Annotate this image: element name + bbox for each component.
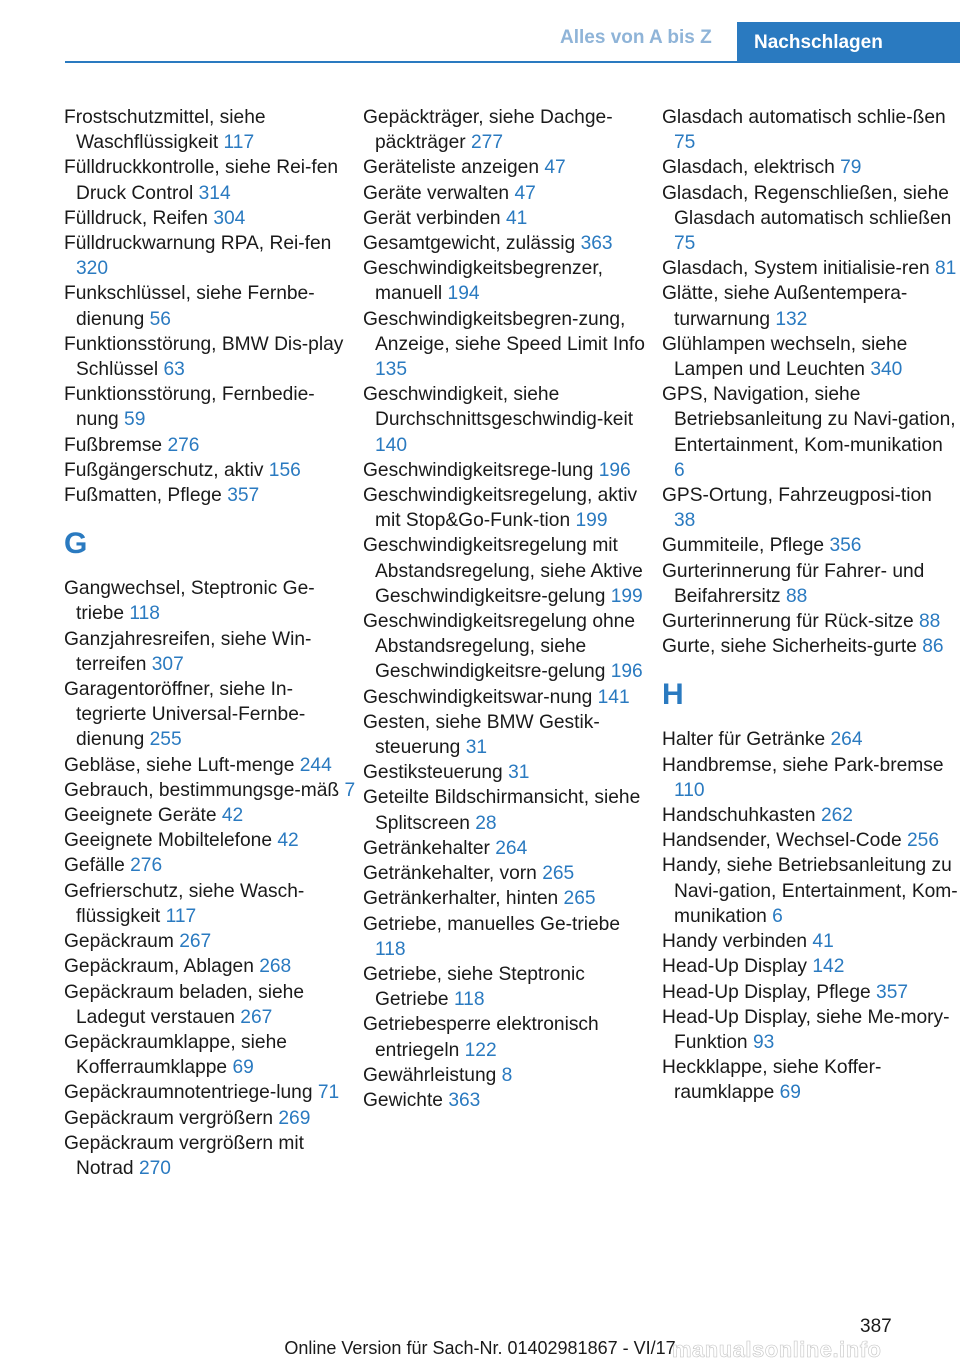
index-entry xyxy=(363,105,655,155)
index-entry xyxy=(64,483,356,508)
index-letter-heading: H xyxy=(662,678,684,712)
index-entry xyxy=(363,861,655,886)
index-entry xyxy=(64,206,356,231)
index-entry-text: Gummiteile, Pflege xyxy=(662,535,825,557)
index-entry xyxy=(662,954,958,979)
index-page-link[interactable]: 59 xyxy=(124,409,146,431)
index-entry xyxy=(64,576,356,626)
index-page-link[interactable]: 41 xyxy=(812,931,834,953)
index-page-link[interactable]: 314 xyxy=(198,182,231,204)
index-entry-text: Fülldruckkontrolle, siehe Rei-fen Druck Control xyxy=(64,157,339,204)
index-entry xyxy=(662,853,958,929)
index-page-link[interactable]: 42 xyxy=(221,805,244,827)
index-entry-text: Geschwindigkeitswar-nung xyxy=(363,686,593,708)
index-page-link[interactable]: 75 xyxy=(674,233,696,255)
index-page-link[interactable]: 363 xyxy=(580,233,613,255)
index-entry-text: Gurte, siehe Sicherheits-gurte xyxy=(662,636,917,658)
index-page-link[interactable]: 276 xyxy=(167,434,200,456)
index-page-link[interactable]: 357 xyxy=(227,485,260,507)
index-entry xyxy=(64,1080,356,1105)
index-page-link[interactable]: 122 xyxy=(464,1039,497,1061)
index-entry-text: Gesamtgewicht, zulässig xyxy=(363,233,576,255)
index-entry-text: Ganzjahresreifen, siehe Win-terreifen xyxy=(64,628,312,675)
index-entry-text: Gepäckraumnotentriege-lung xyxy=(64,1082,313,1104)
index-entry xyxy=(662,256,958,281)
index-entry xyxy=(64,105,356,155)
index-entry-text: Gurterinnerung für Rück-sitze xyxy=(662,611,914,633)
index-entry xyxy=(363,962,655,1012)
index-entry-text: Gepäckraum beladen, siehe Ladegut verstauen xyxy=(64,981,304,1028)
index-page-link[interactable]: 135 xyxy=(375,359,408,381)
index-entry-text: Geschwindigkeitsbegrenzer, manuell xyxy=(363,258,603,305)
index-page-link[interactable]: 31 xyxy=(508,762,530,784)
index-entry xyxy=(363,533,655,609)
index-entry-text: Funktionsstörung, Fernbedie-nung xyxy=(64,384,315,431)
index-entry-text: Geeignete Geräte xyxy=(64,805,217,827)
index-entry xyxy=(363,836,655,861)
index-page-link[interactable]: 118 xyxy=(375,938,406,960)
index-entry xyxy=(64,332,356,382)
index-page-link[interactable]: 265 xyxy=(542,863,575,885)
index-page-link[interactable]: 196 xyxy=(610,661,643,683)
index-entry-text: Gurterinnerung für Fahrer- und Beifahrersitz xyxy=(662,560,925,607)
index-entry-text: Geteilte Bildschirmansicht, siehe Splitscreen xyxy=(363,787,641,834)
index-entry-text: Fülldruck, Reifen xyxy=(64,207,208,229)
index-entry-text: Gefälle xyxy=(64,855,125,877)
index-page-link[interactable]: 31 xyxy=(465,737,488,759)
index-entry xyxy=(363,382,655,458)
index-entry xyxy=(662,980,958,1005)
index-entry-text: Glühlampen wechseln, siehe Lampen und Leuchten xyxy=(662,333,908,381)
index-entry-text: Gepäckraum xyxy=(64,931,174,953)
index-page-link[interactable]: 270 xyxy=(138,1157,171,1179)
index-entry-text: Glasdach, Regenschließen, siehe Glasdach automatisch schließen xyxy=(662,182,952,229)
index-entry-text: Gebläse, siehe Luft-menge xyxy=(64,754,295,776)
index-entry xyxy=(662,155,958,180)
index-page-link[interactable]: 194 xyxy=(447,283,480,305)
index-entry-text: Funktionsstörung, BMW Dis-play Schlüssel xyxy=(64,333,344,381)
index-page-link[interactable]: 42 xyxy=(277,830,299,852)
index-entry-text: Getränkerhalter, hinten xyxy=(363,888,559,910)
index-page-link[interactable]: 255 xyxy=(149,729,182,751)
index-entry xyxy=(64,155,356,205)
index-page-link[interactable]: 264 xyxy=(830,729,863,751)
index-page-link[interactable]: 8 xyxy=(501,1064,513,1086)
index-page-link[interactable]: 277 xyxy=(471,132,504,154)
index-page-link[interactable]: 63 xyxy=(163,359,185,381)
index-page-link[interactable]: 118 xyxy=(453,989,485,1011)
index-entry-text: Handbremse, siehe Park-bremse xyxy=(662,754,944,776)
index-entry xyxy=(363,685,655,710)
index-entry-text: Geschwindigkeitsrege-lung xyxy=(363,459,594,481)
index-entry xyxy=(662,1055,958,1105)
index-page-link[interactable]: 276 xyxy=(130,855,163,877)
index-entry-text: Gesten, siehe BMW Gestik-steuerung xyxy=(363,711,600,759)
index-entry xyxy=(64,382,356,432)
index-entry xyxy=(662,753,958,803)
index-entry-text: Geschwindigkeit, siehe Durchschnittsgeschwindig-keit xyxy=(363,384,634,431)
index-entry xyxy=(64,458,356,483)
index-entry xyxy=(662,1005,958,1055)
index-entry xyxy=(662,281,958,331)
index-entry xyxy=(64,1106,356,1131)
index-entry xyxy=(64,433,356,458)
index-page-link[interactable]: 140 xyxy=(375,434,408,456)
index-page-link[interactable]: 81 xyxy=(935,258,957,280)
index-page-link[interactable]: 199 xyxy=(575,510,608,532)
index-entry-text: Funkschlüssel, siehe Fernbe-dienung xyxy=(64,283,315,330)
index-page-link[interactable]: 69 xyxy=(779,1082,801,1104)
index-page-link[interactable]: 268 xyxy=(259,956,292,978)
index-entry xyxy=(662,533,958,558)
index-page-link[interactable]: 28 xyxy=(475,812,497,834)
index-entry-text: Glätte, siehe Außentempera-turwarnung xyxy=(662,283,908,330)
index-entry-text: Handy, siehe Betriebsanleitung zu Navi-gation, Entertainment, Kom-munikation xyxy=(662,855,958,927)
index-entry xyxy=(363,1088,655,1113)
index-page-link[interactable]: 7 xyxy=(344,779,356,801)
index-entry xyxy=(363,912,655,962)
index-entry xyxy=(64,231,356,281)
index-entry-text: Gepäckraum vergrößern xyxy=(64,1107,274,1129)
index-entry-text: Fußgängerschutz, aktiv xyxy=(64,459,264,481)
index-entry-text: GPS, Navigation, siehe Betriebsanleitung zu Navi-gation, Entertainment, Kom-munikation xyxy=(662,384,956,456)
index-page-link[interactable]: 199 xyxy=(610,585,643,607)
index-entry xyxy=(64,980,356,1030)
index-entry-text: Glasdach, System initialisie-ren xyxy=(662,258,930,280)
page-header xyxy=(0,0,960,62)
index-entry xyxy=(64,677,356,753)
index-page-link[interactable]: 142 xyxy=(812,956,845,978)
index-entry xyxy=(662,727,958,752)
section-title: Alles von A bis Z xyxy=(560,27,712,48)
chapter-tab: Nachschlagen xyxy=(737,22,960,62)
index-entry xyxy=(64,929,356,954)
index-page-link[interactable]: 117 xyxy=(223,132,255,154)
index-page-link[interactable]: 265 xyxy=(563,888,596,910)
index-entry xyxy=(363,231,655,256)
index-page-link[interactable]: 117 xyxy=(165,905,197,927)
index-entry-text: Glasdach, elektrisch xyxy=(662,157,835,179)
watermark: manualsonline.info xyxy=(672,1337,882,1362)
index-entry xyxy=(363,256,655,306)
index-page-link[interactable]: 86 xyxy=(922,636,944,658)
index-entry xyxy=(662,929,958,954)
index-entry xyxy=(662,559,958,609)
index-entry xyxy=(662,181,958,257)
index-entry-text: Gebrauch, bestimmungsge-mäß xyxy=(64,779,340,801)
index-entry-text: Fülldruckwarnung RPA, Rei-fen xyxy=(64,233,332,255)
index-entry-text: Gerät verbinden xyxy=(363,207,501,229)
index-entry xyxy=(662,609,958,634)
index-entry xyxy=(363,458,655,483)
index-page-link[interactable]: 304 xyxy=(213,207,246,229)
index-entry-text: Geschwindigkeitsregelung ohne Abstandsregelung, siehe Geschwindigkeitsre-gelung xyxy=(363,611,635,683)
index-page-link[interactable]: 6 xyxy=(674,459,685,481)
index-entry-text: Getriebesperre elektronisch entriegeln xyxy=(363,1014,599,1061)
index-page-link[interactable]: 264 xyxy=(495,837,528,859)
index-page-link[interactable]: 244 xyxy=(299,754,332,776)
index-entry-text: Geräte verwalten xyxy=(363,182,510,204)
index-entry-text: Gepäckträger, siehe Dachge-päckträger xyxy=(363,107,613,154)
index-entry xyxy=(662,382,958,483)
index-entry-text: Head-Up Display, siehe Me-mory-Funktion xyxy=(662,1006,950,1053)
index-entry-text: Glasdach automatisch schlie-ßen xyxy=(662,107,946,128)
index-entry-text: Getränkehalter, vorn xyxy=(363,863,537,885)
index-entry-text: Fußbremse xyxy=(64,434,163,456)
index-page-link[interactable]: 88 xyxy=(785,585,808,607)
index-page-link[interactable]: 47 xyxy=(514,182,536,204)
index-entry xyxy=(363,785,655,835)
index-entry-text: Gepäckraum, Ablagen xyxy=(64,956,254,978)
index-entry xyxy=(64,778,356,803)
index-column-3 xyxy=(662,105,958,1106)
index-page-link[interactable]: 363 xyxy=(448,1089,481,1111)
index-entry-text: Handsender, Wechsel-Code xyxy=(662,830,902,852)
index-entry-text: Handschuhkasten xyxy=(662,805,816,827)
index-entry-text: Handy verbinden xyxy=(662,931,808,953)
index-page-link[interactable]: 269 xyxy=(278,1107,311,1129)
index-entry xyxy=(363,760,655,785)
index-page-link[interactable]: 267 xyxy=(179,931,212,953)
index-entry xyxy=(363,483,655,533)
index-entry xyxy=(363,609,655,685)
index-entry xyxy=(363,1063,655,1088)
index-entry-text: Getränkehalter xyxy=(363,837,490,859)
index-entry-text: Getriebe, manuelles Ge-triebe xyxy=(363,913,621,935)
index-entry-text: Gefrierschutz, siehe Wasch-flüssigkeit xyxy=(64,880,305,927)
index-entry xyxy=(363,710,655,760)
index-column-1 xyxy=(64,105,356,1181)
index-page-link[interactable]: 141 xyxy=(597,686,630,708)
index-entry xyxy=(64,879,356,929)
index-entry-text: Gepäckraum vergrößern mit Notrad xyxy=(64,1132,304,1179)
index-page-link[interactable]: 357 xyxy=(876,981,909,1003)
index-page-link[interactable]: 132 xyxy=(775,308,808,330)
index-page-link[interactable]: 256 xyxy=(906,830,939,852)
index-page-link[interactable]: 118 xyxy=(129,603,160,625)
index-entry-text: Gestiksteuerung xyxy=(363,762,503,784)
index-entry xyxy=(363,206,655,231)
index-entry xyxy=(64,1030,356,1080)
index-page-link[interactable]: 71 xyxy=(317,1082,340,1104)
index-entry-text: Halter für Getränke xyxy=(662,729,826,751)
index-page-link[interactable]: 196 xyxy=(598,459,631,481)
index-entry-text: Frostschutzmittel, siehe Waschflüssigkeit xyxy=(64,107,266,154)
index-entry-text: Gewichte xyxy=(363,1089,443,1111)
index-entry xyxy=(363,155,655,180)
page-number: 387 xyxy=(860,1316,892,1337)
index-page-link[interactable]: 320 xyxy=(76,258,109,280)
index-entry-text: Gewährleistung xyxy=(363,1064,497,1086)
index-page-link[interactable]: 56 xyxy=(149,308,171,330)
index-entry-text: Getriebe, siehe Steptronic Getriebe xyxy=(363,963,585,1011)
index-entry xyxy=(363,886,655,911)
index-entry-text: Geschwindigkeitsregelung, aktiv mit Stop&Go-Funk-tion xyxy=(363,485,638,532)
index-entry xyxy=(64,627,356,677)
index-page-link[interactable]: 156 xyxy=(268,459,301,481)
index-entry xyxy=(64,1131,356,1181)
index-entry xyxy=(64,828,356,853)
index-entry-text: Garagentoröffner, siehe In-tegrierte Universal-Fernbe-dienung xyxy=(64,679,306,751)
index-entry-text: Heckklappe, siehe Koffer-raumklappe xyxy=(662,1057,882,1104)
index-page-link[interactable]: 307 xyxy=(151,653,184,675)
index-entry xyxy=(662,105,958,155)
index-page-link[interactable]: 47 xyxy=(544,157,566,179)
index-page-link[interactable]: 69 xyxy=(232,1057,254,1079)
header-divider xyxy=(65,61,960,63)
index-entry-text: Fußmatten, Pflege xyxy=(64,485,222,507)
index-entry xyxy=(662,803,958,828)
index-page-link[interactable]: 75 xyxy=(674,132,696,154)
index-column-2 xyxy=(363,105,655,1113)
index-entry xyxy=(64,954,356,979)
index-entry-text: Geschwindigkeitsregelung mit Abstandsregelung, siehe Aktive Geschwindigkeitsre-gelung xyxy=(363,535,643,607)
index-entry xyxy=(662,634,958,659)
index-page-link[interactable]: 38 xyxy=(674,510,696,532)
footer-version: Online Version für Sach-Nr. 01402981867 - VI/17 xyxy=(284,1338,676,1358)
index-entry-text: GPS-Ortung, Fahrzeugposi-tion xyxy=(662,485,932,507)
index-letter-heading: G xyxy=(64,527,88,561)
index-entry xyxy=(64,281,356,331)
index-entry xyxy=(363,307,655,383)
index-page-link[interactable]: 41 xyxy=(505,207,528,229)
index-entry-text: Gepäckraumklappe, siehe Kofferraumklappe xyxy=(64,1031,287,1079)
index-page-link[interactable]: 88 xyxy=(919,611,941,633)
index-entry xyxy=(662,483,958,533)
index-entry xyxy=(662,828,958,853)
index-entry-text: Head-Up Display xyxy=(662,956,808,978)
index-entry xyxy=(662,332,958,382)
index-page-link[interactable]: 93 xyxy=(752,1031,775,1053)
index-page-link[interactable]: 267 xyxy=(240,1006,273,1028)
index-entry-text: Geräteliste anzeigen xyxy=(363,157,539,179)
index-page-link[interactable]: 110 xyxy=(674,779,705,801)
index-entry-text: Geeignete Mobiltelefone xyxy=(64,830,273,852)
index-entry xyxy=(64,753,356,778)
index-page-link[interactable]: 356 xyxy=(829,535,862,557)
index-entry xyxy=(64,803,356,828)
index-page-link[interactable]: 79 xyxy=(840,157,862,179)
index-entry xyxy=(64,853,356,878)
index-page-link[interactable]: 340 xyxy=(870,359,903,381)
index-entry-text: Geschwindigkeitsbegren-zung, Anzeige, siehe Speed Limit Info xyxy=(363,308,645,355)
index-entry xyxy=(363,181,655,206)
index-entry xyxy=(363,1012,655,1062)
index-page-link[interactable]: 262 xyxy=(820,805,853,827)
index-entry-text: Gangwechsel, Steptronic Ge-triebe xyxy=(64,578,315,625)
index-entry-text: Head-Up Display, Pflege xyxy=(662,981,871,1003)
index-page-link[interactable]: 6 xyxy=(772,905,783,927)
